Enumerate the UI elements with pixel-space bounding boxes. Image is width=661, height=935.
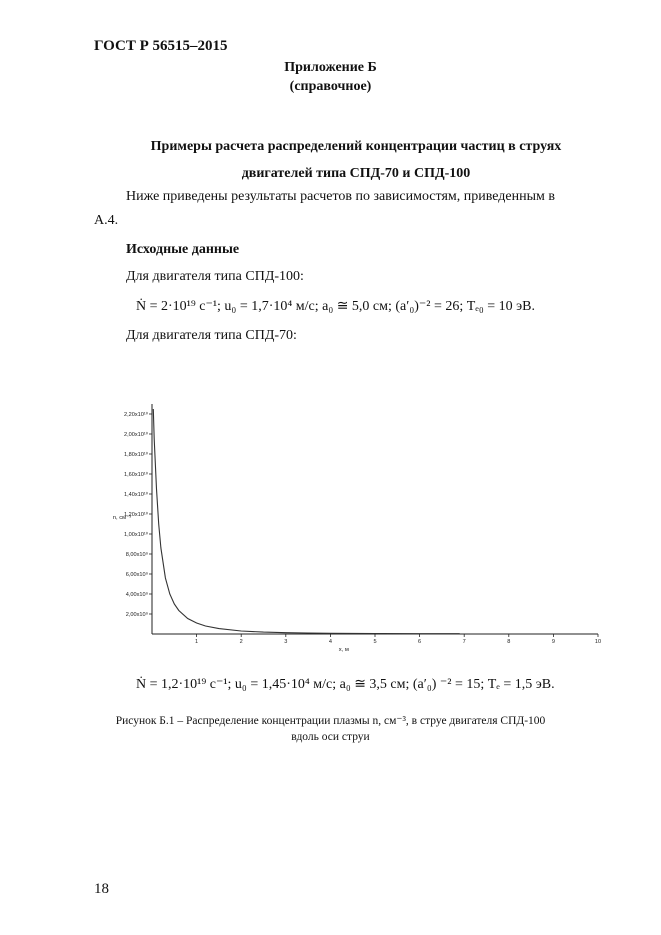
y-tick-label: 2,00x10¹⁰ [123, 432, 148, 438]
x-tick-label: 2 [239, 639, 243, 645]
y-tick-label: 2,00x10⁹ [125, 612, 148, 618]
concentration-chart [88, 396, 614, 656]
concentration-series-line [153, 409, 459, 634]
figure-caption-line1: Рисунок Б.1 – Распределение концентрации плазмы n, см⁻³, в струе двигателя СПД-100 [115, 715, 546, 727]
intro-paragraph [96, 184, 616, 209]
y-tick-label: 1,80x10¹⁰ [123, 452, 148, 458]
section-heading-line2: двигателей типа СПД-70 и СПД-100 [241, 166, 471, 181]
x-tick-label: 10 [594, 639, 602, 645]
y-tick-label: 4,00x10⁹ [125, 592, 148, 598]
appendix-subtitle: (справочное) [289, 79, 372, 94]
x-tick-label: 8 [507, 639, 511, 645]
section-heading-line1: Примеры расчета распределений концентрации частиц в струях [150, 139, 562, 154]
spd70-formula: Ṅ = 1,2·10¹⁹ c⁻¹; u₀ = 1,45·10⁴ м/с; a₀ ≅ 3,5 см; (a′₀) ⁻² = 15; Tₑ = 1,5 эВ. [136, 677, 555, 692]
spd100-label: Для двигателя типа СПД-100: [126, 269, 304, 284]
spd70-label: Для двигателя типа СПД-70: [126, 328, 297, 343]
y-tick-label: 1,60x10¹⁰ [123, 472, 148, 478]
page-number: 18 [94, 881, 109, 897]
input-data-heading: Исходные данные [126, 242, 240, 257]
y-axis-label: n, см⁻³ [112, 515, 132, 521]
x-axis-label: x, м [338, 647, 349, 653]
y-tick-label: 2,20x10¹⁰ [123, 412, 148, 418]
figure-caption-line2: вдоль оси струи [291, 731, 370, 743]
y-tick-label: 6,00x10⁹ [125, 572, 148, 578]
x-tick-label: 6 [418, 639, 422, 645]
section-heading [96, 133, 616, 187]
intro-line1: Ниже приведены результаты расчетов по зависимостям, приведенным в [126, 189, 555, 204]
x-tick-label: 7 [462, 639, 466, 645]
appendix-title-block [0, 58, 661, 96]
x-tick-label: 5 [373, 639, 377, 645]
intro-line2: А.4. [94, 213, 119, 228]
x-tick-label: 3 [284, 639, 288, 645]
appendix-title: Приложение Б [284, 60, 377, 75]
chart-root [113, 404, 601, 653]
y-tick-label: 1,20x10¹⁰ [123, 512, 148, 518]
x-tick-label: 1 [195, 639, 199, 645]
intro-paragraph-end [94, 208, 614, 233]
spd100-formula: Ṅ = 2·10¹⁹ c⁻¹; u₀ = 1,7·10⁴ м/с; a₀ ≅ 5,0 см; (a′₀)⁻² = 26; Tₑ₀ = 10 эВ. [136, 299, 536, 314]
x-tick-label: 4 [328, 639, 332, 645]
y-tick-label: 1,40x10¹⁰ [123, 492, 148, 498]
figure-caption [0, 713, 661, 745]
y-tick-label: 1,00x10¹⁰ [123, 532, 148, 538]
y-tick-label: 8,00x10⁹ [125, 552, 148, 558]
document-id: ГОСТ Р 56515–2015 [94, 38, 228, 54]
x-tick-label: 9 [551, 639, 555, 645]
